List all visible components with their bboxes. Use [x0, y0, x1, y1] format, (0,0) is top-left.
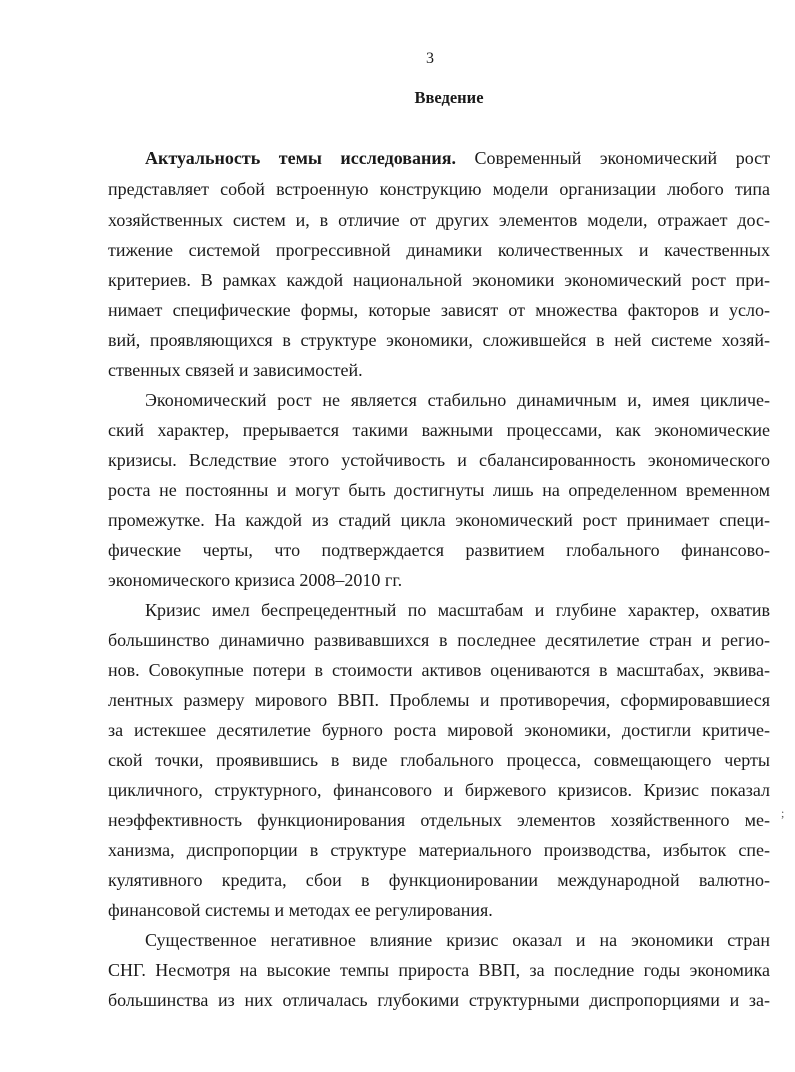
text-line: финансовой системы и методах ее регулирования. [108, 900, 493, 920]
text-line: кризисы. Вследствие этого устойчивость и сбалансированность экономического [108, 450, 770, 470]
text-line: лентных размеру мирового ВВП. Проблемы и противоречия, сформировавшиеся [108, 690, 770, 710]
text-line: фические черты, что подтверждается развитием глобального финансово- [108, 540, 770, 560]
text-line: критериев. В рамках каждой национальной экономики экономический рост при- [108, 270, 770, 290]
text-line: ственных связей и зависимостей. [108, 360, 363, 380]
text-line: большинства из них отличалась глубокими структурными диспропорциями и за- [108, 990, 770, 1010]
text-line: большинство динамично развивавшихся в последнее десятилетие стран и регио- [108, 630, 770, 650]
text-line: вий, проявляющихся в структуре экономики, сложившейся в ней системе хозяй- [108, 330, 770, 350]
margin-mark: ; [781, 806, 785, 820]
text-line: тижение системой прогрессивной динамики количественных и качественных [108, 240, 770, 260]
text-fragment: Современный экономический рост [455, 148, 771, 168]
text-line: представляет собой встроенную конструкцию модели организации любого типа [108, 179, 770, 199]
page-number: 3 [426, 50, 434, 67]
text-line: Экономический рост не является стабильно динамичным и, имея цикличе- [145, 390, 770, 410]
text-line: Существенное негативное влияние кризис оказал и на экономики стран [145, 930, 770, 950]
section-title: Введение [414, 88, 484, 107]
paragraph-lead: Актуальность темы исследования. [145, 148, 456, 168]
text-line: нов. Совокупные потери в стоимости активов оцениваются в масштабах, эквива- [108, 660, 770, 680]
text-line [145, 143, 770, 173]
text-line: неэффективность функционирования отдельных элементов хозяйственного ме- [108, 810, 770, 830]
text-line: за истекшее десятилетие бурного роста мировой экономики, достигли критиче- [108, 720, 770, 740]
text-line: экономического кризиса 2008–2010 гг. [108, 570, 403, 590]
text-line: кулятивного кредита, сбои в функционировании международной валютно- [108, 870, 770, 890]
text-line: хозяйственных систем и, в отличие от других элементов модели, отражает дос- [108, 210, 770, 230]
text-line: ский характер, прерывается такими важными процессами, как экономические [108, 420, 770, 440]
text-line: ской точки, проявившись в виде глобального процесса, совмещающего черты [108, 750, 770, 770]
text-line: промежутке. На каждой из стадий цикла экономический рост принимает специ- [108, 510, 770, 530]
text-line: нимает специфические формы, которые зависят от множества факторов и усло- [108, 300, 770, 320]
text-line: цикличного, структурного, финансового и биржевого кризисов. Кризис показал [108, 780, 770, 800]
text-line: Кризис имел беспрецедентный по масштабам и глубине характер, охватив [145, 600, 770, 620]
text-line: роста не постоянны и могут быть достигнуты лишь на определенном временном [108, 480, 770, 500]
text-line: ханизма, диспропорции в структуре материального производства, избыток спе- [108, 840, 770, 860]
text-line: СНГ. Несмотря на высокие темпы прироста ВВП, за последние годы экономика [108, 960, 770, 980]
